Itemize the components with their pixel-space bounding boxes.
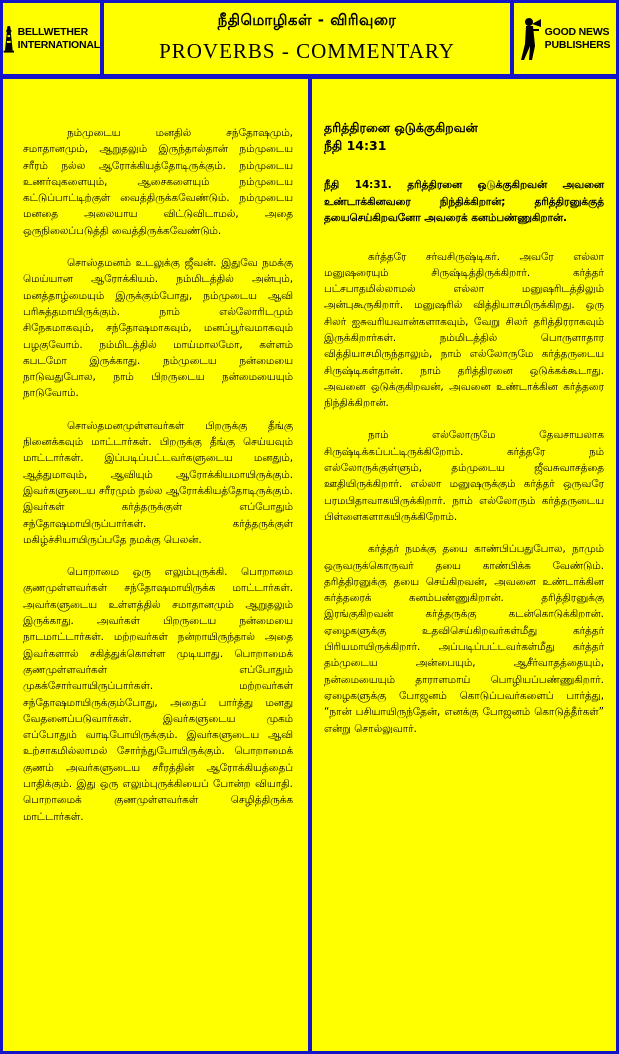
left-paragraph-2: சொஸ்தமனம் உடலுக்கு ஜீவன். இதுவே நமக்கு மெய்யான ஆரோக்கியம். நம்மிடத்தில் அன்பும், மனத்தாழ்மையும் இருக்கும்போது, நம்முடைய ஆவி பரிசுத்தமாயிருக்கும். நாம் எல்லோரிடமும் சிநேகமாகவும், சந்தோஷமாகவும், மனப்பூர்வமாகவும் பழகுவோம். நம்மிடத்தில் மாய்மாலமோ, கள்ளம் கபடமோ இருக்காது. நம்முடைய நன்மையை நாடுவதுபோல, நாம் பிறருடைய நன்மையையும் நாடுவோம்.: [23, 257, 293, 400]
right-logo-line1: GOOD NEWS: [544, 25, 610, 38]
bellwether-logo: [3, 3, 100, 74]
lighthouse-icon: [3, 17, 15, 61]
left-paragraph-4: பொறாமை ஒரு எலும்புருக்கி. பொறாமை குணமுள்ளவர்கள் சந்தோஷமாயிருக்க மாட்டார்கள். அவர்களுடைய உள்ளத்தில் சமாதானமும் ஆறுதலும் இருக்காது. அவர்கள் பிறருடைய நன்மையை நாடமாட்டார்கள். மற்றவர்கள் நன்றாயிருந்தால் அதை இவர்களால் சகித்துக்கொள்ள முடியாது. பொறாமைக் குணமுள்ளவர்கள் எப்போதும் முகக்சோர்வாயிருப்பார்கள். மற்றவர்கள் சந்தோஷமாயிருக்கும்போது, அதைப் பார்த்து மனது வேதனைப்படுவார்கள். இவர்களுடைய முகம் எப்போதும் வாடிபோயிருக்கும். இவர்களுடைய ஆவி உற்சாகமில்லாமல் சோர்ந்துபோயிருக்கும். பொறாமைக் குணம் அவர்களுடைய சரீரத்தின் ஆரோக்கியத்தைப் பாதிக்கும். இது ஒரு எலும்புருக்கியைப் போன்ற வியாதி. பொறாமைக் குணமுள்ளவர்கள் செழித்திருக்க மாட்டார்கள்.: [23, 566, 293, 823]
left-paragraph-3: சொஸ்தமனமுள்ளவர்கள் பிறருக்கு தீங்கு நினைக்கவும் மாட்டார்கள். பிறருக்கு தீங்கு செய்யவும் மாட்டார்கள். இப்படிப்பட்டவர்களுடைய மனதும், ஆத்துமாவும், ஆவியும் ஆரோக்கியமாயிருக்கும். இவர்களுடைய சரீரமும் நல்ல ஆரோக்கியத்தோடிருக்கும். இவர்கள் கர்த்தருக்குள் எப்போதும் சந்தோஷமாயிருப்பார்கள். கர்த்தருக்குள் மகிழ்ச்சியாயிருப்பதே நமக்கு பெலன்.: [23, 419, 293, 546]
good-news-logo: [514, 3, 616, 74]
heading-title: தரித்திரனை ஒடுக்குகிறவன்: [324, 120, 478, 135]
header-title-box: [104, 3, 510, 74]
left-paragraph-1: நம்முடைய மனதில் சந்தோஷமும், சமாதானமும், ஆறுதலும் இருந்தால்தான் நம்முடைய சரீரம் நல்ல ஆரோக்கியத்தோடிருக்கும். நம்முடைய உணர்வுகளையும், ஆசைகளையும் நம்முடைய கட்டுப்பாட்டிற்குள் வைத்திருக்கவேண்டும். நம்முடைய மனதை அலையாய விட்டுவிடாமல், அதை ஒருநிலைப்படுத்தி வைத்திருக்கவேண்டும்.: [23, 127, 293, 237]
left-logo-line1: BELLWETHER: [17, 25, 88, 38]
verse-text: நீதி 14:31. தரித்திரனை ஒடுக்குகிறவன் அவனை உண்டாக்கினவரை நிந்திக்கிறான்; தரித்திரனுக்குத் தயைசெய்கிறவனோ அவரைக் கனம்பண்ணுகிறான்.: [324, 179, 604, 224]
heading-reference: நீதி 14:31: [324, 138, 387, 153]
right-paragraph-3: கர்த்தர் நமக்கு தயை காண்பிப்பதுபோல, நாமும் ஒருவருக்கொருவர் தயை காண்பிக்க வேண்டும். தரித்திரனுக்கு தயை செய்கிறவன், அவனை உண்டாக்கின கர்த்தரைக் கனம்பண்ணுகிறான். தரித்திரனுக்கு இரங்குகிறவன் கர்த்தருக்கு கடன்கொடுக்கிறான். ஏழைகளுக்கு உதவிசெய்கிறவர்கள்மீது கர்த்தர் பிரியமாயிருக்கிறார். அப்படிப்பட்டவர்கள்மீது கர்த்தர் தம்முடைய அன்பையும், ஆசீர்வாதத்தையும், நன்மையையும் தாராளமாய் பொழியப்பண்ணுகிறார். ஏழைகளுக்கு போஜனம் கொடுப்பவர்களைப் பார்த்து, “நான் பசியாயிருந்தேன், எனக்கு போஜனம் கொடுத்தீர்கள்” என்று சொல்லுவார்.: [324, 543, 604, 735]
right-logo-line2: PUBLISHERS: [544, 38, 611, 51]
left-logo-line2: INTERNATIONAL: [17, 38, 100, 51]
trumpeter-icon: [520, 16, 542, 62]
right-paragraph-2: நாம் எல்லோருமே தேவசாயலாக சிருஷ்டிக்கப்பட்டிருக்கிறோம். கர்த்தரே நம் எல்லோருக்குள்ளும், தம்முடைய ஜீவசுவாசத்தை ஊதியிருக்கிறார். எல்லா மனுஷருக்கும் கர்த்தர் ஒருவரே பரமபிதாவாகயிருக்கிறார். நாம் எல்லோரும் கர்த்தருடைய பிள்ளைகளாகயிருக்கிறோம்.: [324, 429, 604, 523]
title-english: PROVERBS - COMMENTARY: [159, 39, 455, 63]
right-paragraph-1: கர்த்தரே சர்வசிருஷ்டிகர். அவரே எல்லா மனுஷரையும் சிருஷ்டித்திருக்கிறார். கர்த்தர் பட்சபாதமில்லாமல் எல்லா மனுஷரிடத்திலும் அன்புகூருகிறார். மனுஷரில் வித்தியாசமிருக்கிறது. ஒரு சிலர் ஐசுவரியவான்களாகவும், வேறு சிலர் தரித்திரராகவும் இருக்கிறார்கள். நம்மிடத்தில் பொருளாதார வித்தியாசமிருந்தாலும், நாம் எல்லோருமே கர்த்தருடைய சிருஷ்டிகள்தான். நாம் தரித்திரனை ஒடுக்கக்கூடாது. அவனை ஒடுக்குகிறவன், அவனை உண்டாக்கின கர்த்தரை நிந்திக்கிறான்.: [324, 250, 604, 410]
title-tamil: நீதிமொழிகள் - விரிவுரை: [217, 11, 397, 29]
right-column: [312, 79, 616, 1051]
left-column: [3, 79, 308, 1051]
commentary-heading: [324, 119, 604, 155]
